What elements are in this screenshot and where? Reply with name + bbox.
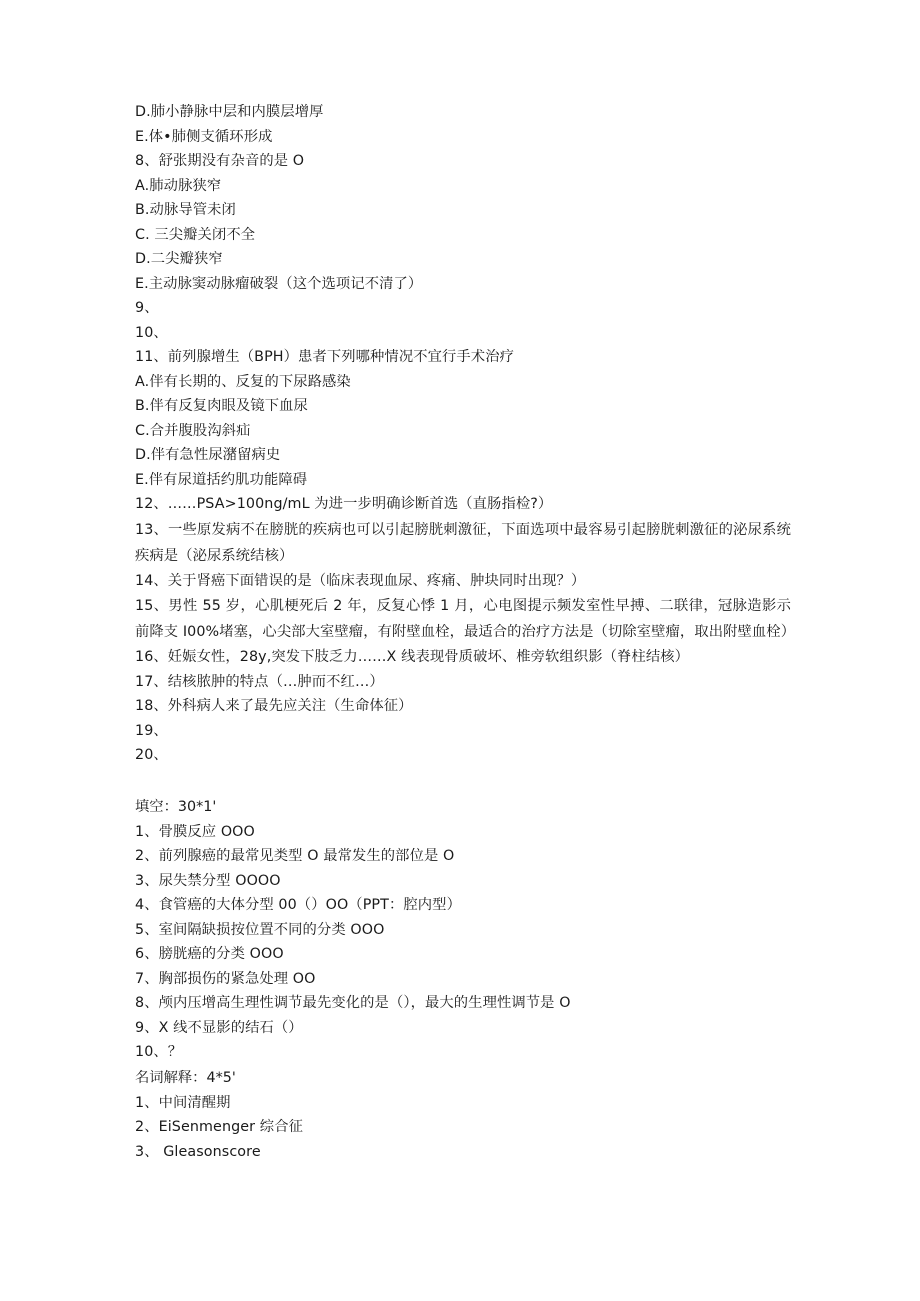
option-line: B.伴有反复肉眼及镜下血尿 bbox=[135, 398, 308, 414]
question-line: 9、 bbox=[135, 300, 159, 316]
fill-in-item: 10、？ bbox=[135, 1044, 183, 1060]
option-line: C.合并腹股沟斜疝 bbox=[135, 422, 251, 439]
option-line: B.动脉导管未闭 bbox=[135, 202, 236, 218]
term-item: 3、 Gleasonscore bbox=[135, 1143, 261, 1160]
section-spacer bbox=[135, 768, 791, 794]
question-line: 14、关于肾癌下面错误的是（临床表现血尿、疼痛、肿块同时出现？） bbox=[135, 572, 586, 589]
fill-in-item: 4、食管癌的大体分型 00（）OO（PPT：腔内型） bbox=[135, 897, 461, 913]
question-line: 11、前列腺增生（BPH）患者下列哪种情况不宜行手术治疗 bbox=[135, 349, 514, 365]
question-line: 18、外科病人来了最先应关注（生命体征） bbox=[135, 698, 413, 714]
option-line: D.伴有急性尿潴留病史 bbox=[135, 447, 281, 463]
question-line: 16、妊娠女性，28y,突发下肢乏力……X 线表现骨质破坏、椎旁软组织影（脊柱结核） bbox=[135, 649, 690, 665]
fill-in-item: 2、前列腺癌的最常见类型 O 最常发生的部位是 O bbox=[135, 848, 455, 864]
question-line: 19、 bbox=[135, 722, 168, 739]
question-line: 10、 bbox=[135, 324, 168, 341]
fill-in-item: 7、胸部损伤的紧急处理 OO bbox=[135, 970, 316, 987]
option-line: D.二尖瓣狭窄 bbox=[135, 251, 223, 267]
option-line: E.主动脉窦动脉瘤破裂（这个选项记不清了） bbox=[135, 275, 423, 292]
document-text-body bbox=[135, 100, 796, 1164]
section-heading-term-explanation: 名词解释：4*5' bbox=[135, 1069, 236, 1086]
option-line: D.肺小静脉中层和内膜层增厚 bbox=[135, 104, 324, 120]
option-line: E.伴有尿道括约肌功能障碍 bbox=[135, 471, 308, 488]
option-line: A.肺动脉狭窄 bbox=[135, 177, 222, 194]
fill-in-item: 9、X 线不显影的结石（） bbox=[135, 1019, 303, 1036]
fill-in-item: 3、尿失禁分型 OOOO bbox=[135, 872, 281, 889]
question-paragraph: 13、一些原发病不在膀胱的疾病也可以引起膀胱刺激征，下面选项中最容易引起膀胱刺激征的泌尿系统疾病是（泌尿系统结核） bbox=[135, 521, 791, 564]
question-line: 12、……PSA>100ng/mL 为进一步明确诊断首选（直肠指检?） bbox=[135, 496, 553, 512]
term-item: 2、EiSenmenger 综合征 bbox=[135, 1119, 303, 1135]
option-line: A.伴有长期的、反复的下尿路感染 bbox=[135, 373, 351, 390]
section-heading-fill-in-blank: 填空：30*1' bbox=[135, 798, 217, 815]
option-line: C. 三尖瓣关闭不全 bbox=[135, 226, 256, 243]
option-line: E.体•肺侧支循环形成 bbox=[135, 128, 273, 145]
question-paragraph: 15、男性 55 岁，心肌梗死后 2 年，反复心悸 1 月，心电图提示频发室性早搏、二联律，冠脉造影示前降支 I00%堵塞，心尖部大室壁瘤，有附壁血栓，最适合的治疗方法是（切除室壁瘤，取出附壁血栓） bbox=[135, 598, 796, 640]
fill-in-item: 8、颅内压增高生理性调节最先变化的是（），最大的生理性调节是 O bbox=[135, 995, 571, 1011]
fill-in-item: 1、骨膜反应 OOO bbox=[135, 823, 255, 840]
fill-in-item: 6、膀胱癌的分类 OOO bbox=[135, 946, 284, 962]
question-line: 17、结核脓肿的特点（…肿而不红…） bbox=[135, 673, 384, 690]
term-item: 1、中间清醒期 bbox=[135, 1094, 231, 1111]
fill-in-item: 5、室间隔缺损按位置不同的分类 OOO bbox=[135, 921, 385, 938]
question-line: 8、舒张期没有杂音的是 O bbox=[135, 153, 305, 169]
question-line: 20、 bbox=[135, 747, 168, 763]
